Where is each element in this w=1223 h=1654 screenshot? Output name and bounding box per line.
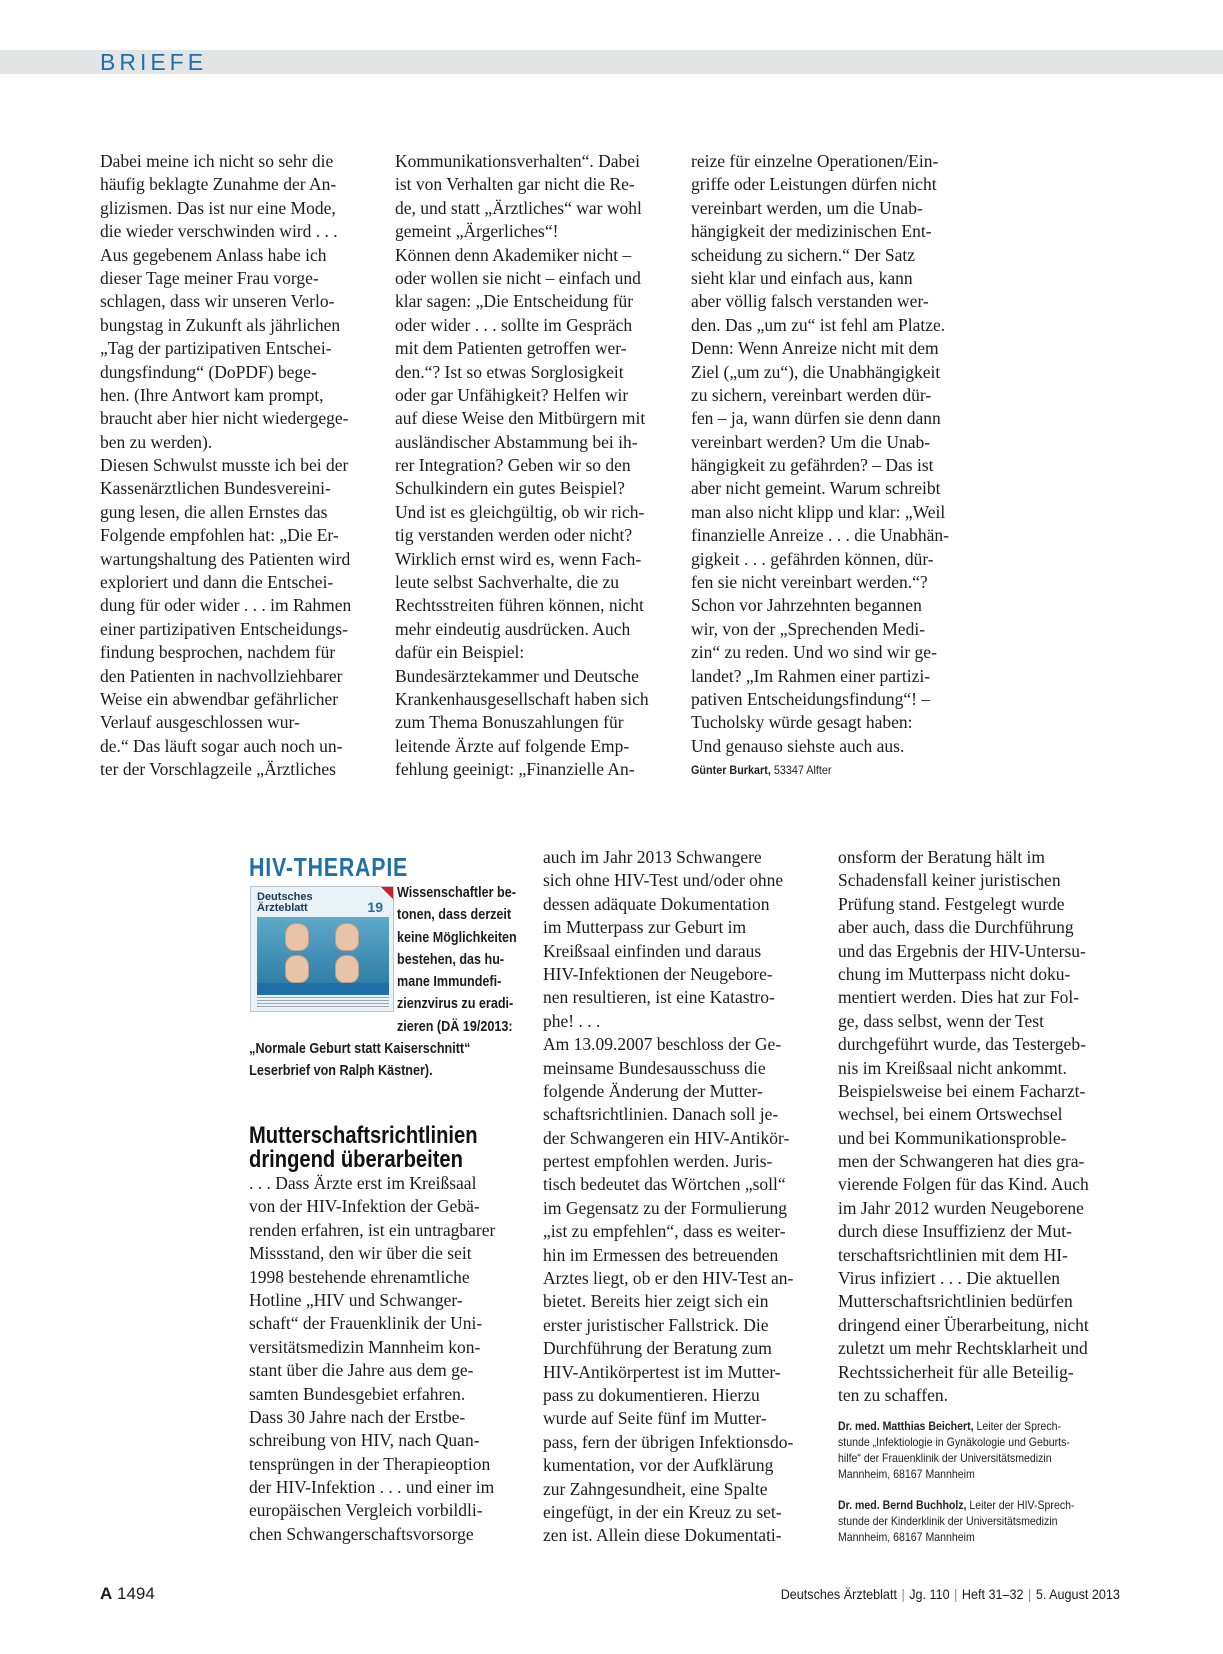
text-line: ten zu schaffen. — [838, 1384, 948, 1405]
text-line: zen ist. Allein diese Dokumentati- — [543, 1525, 782, 1546]
text-line: dieser Tage meiner Frau vorge- — [100, 267, 319, 288]
text-line: und bei Kommunikationsproble- — [838, 1127, 1067, 1148]
text-line: auch im Jahr 2013 Schwangere — [543, 847, 762, 867]
signature-name: Dr. med. Bernd Buchholz, — [838, 1498, 967, 1512]
text-line: Rechtsstreiten führen können, nicht — [395, 595, 644, 616]
text-line: fen – ja, wann dürfen sie denn dann — [691, 408, 941, 429]
text-line: wechsel, bei einem Ortswechsel — [838, 1104, 1063, 1125]
text-line: Rechtssicherheit für alle Beteilig- — [838, 1361, 1074, 1382]
text-line: Folgende empfohlen hat: „Die Er- — [100, 525, 339, 546]
cover-thumbnail — [250, 886, 394, 1012]
text-line: dung für oder wider . . . im Rahmen — [100, 595, 352, 616]
text-line: chung im Mutterpass nicht doku- — [838, 963, 1071, 984]
text-line: vierende Folgen für das Kind. Auch — [838, 1174, 1089, 1195]
text-line: Hotline „HIV und Schwanger- — [249, 1289, 463, 1310]
text-line: stant über die Jahre aus dem ge- — [249, 1360, 474, 1381]
text-line: eingefügt, in der ein Kreuz zu set- — [543, 1501, 782, 1522]
text-line: schaft“ der Frauenklinik der Uni- — [249, 1313, 483, 1334]
teaser-line: Wissenschaftler be- — [397, 884, 516, 901]
text-line: Beispielsweise bei einem Facharzt- — [838, 1080, 1086, 1101]
text-line: Arztes liegt, ob er den HIV-Test an- — [543, 1268, 794, 1289]
text-line: pass, fern der übrigen Infektionsdo- — [543, 1431, 794, 1452]
cover-title-line-2: Ärzteblatt — [257, 902, 308, 914]
text-line: men der Schwangeren hat dies gra- — [838, 1151, 1085, 1172]
text-line: versitätsmedizin Mannheim kon- — [249, 1336, 481, 1357]
text-line: den. Das „um zu“ ist fehl am Platze. — [691, 314, 946, 335]
text-line: vereinbart werden, um die Unab- — [691, 197, 923, 218]
cover-text-lines — [257, 997, 389, 1007]
text-line: bungstag in Zukunft als jährlichen — [100, 314, 341, 335]
text-line: findung besprochen, nachdem für — [100, 642, 336, 663]
text-line: vereinbart werden? Um die Unab- — [691, 431, 931, 452]
signature-line: Mannheim, 68167 Mannheim — [838, 1467, 975, 1481]
text-line: schreibung von HIV, nach Quan- — [249, 1430, 480, 1451]
text-line: rer Integration? Geben wir so den — [395, 455, 631, 476]
signature-line: hilfe“ der Frauenklinik der Universitätsmedizin — [838, 1451, 1052, 1465]
signature-name: Dr. med. Matthias Beichert, — [838, 1419, 974, 1433]
text-line: dungsfindung“ (DoPDF) bege- — [100, 361, 317, 382]
text-line: Dabei meine ich nicht so sehr die — [100, 151, 334, 171]
face-icon — [335, 955, 359, 983]
text-line: de, und statt „Ärztliches“ war wohl — [395, 197, 642, 218]
journal-footer — [781, 1586, 1120, 1602]
text-line: finanzielle Anreize . . . die Unabhän- — [691, 525, 950, 546]
letter1-column-1 — [100, 150, 351, 782]
text-line: zu sichern, vereinbart werden dür- — [691, 384, 932, 405]
text-line: Ziel („um zu“), die Unabhängigkeit — [691, 361, 941, 382]
letter1-column-2 — [395, 150, 649, 782]
text-line: Und ist es gleichgültig, ob wir rich- — [395, 501, 645, 522]
text-line: häufig beklagte Zunahme der An- — [100, 174, 337, 195]
text-line: im Mutterpass zur Geburt im — [543, 917, 747, 938]
text-line: „ist zu empfehlen“, dass es weiter- — [543, 1221, 786, 1242]
text-line: leute selbst Sachverhalte, die zu — [395, 572, 620, 593]
signature-place: 53347 Alfter — [770, 763, 832, 777]
text-line: aber auch, dass die Durchführung — [838, 917, 1074, 938]
text-line: glizismen. Das ist nur eine Mode, — [100, 197, 336, 218]
text-line: dessen adäquate Dokumentation — [543, 893, 770, 914]
text-line: aber völlig falsch verstanden wer- — [691, 291, 929, 312]
text-line: durch diese Insuffizienz der Mut- — [838, 1221, 1072, 1242]
text-line: hängigkeit der medizinischen Ent- — [691, 221, 932, 242]
text-line: im Jahr 2012 wurden Neugeborene — [838, 1197, 1084, 1218]
text-line: von der HIV-Infektion der Gebä- — [249, 1196, 480, 1217]
text-line: fen sie nicht vereinbart werden.“? — [691, 572, 928, 593]
text-line: kumentation, vor der Aufklärung — [543, 1455, 774, 1476]
text-line: samten Bundesgebiet erfahren. — [249, 1383, 466, 1404]
teaser-line: zieren (DÄ 19/2013: — [397, 1017, 513, 1035]
text-line: Missstand, den wir über die seit — [249, 1243, 472, 1264]
footer-divider: | — [901, 1586, 905, 1602]
text-line: . . . Dass Ärzte erst im Kreißsaal — [249, 1173, 477, 1193]
text-line: 1998 bestehende ehrenamtliche — [249, 1266, 470, 1287]
letter2-column-1 — [249, 1172, 495, 1546]
text-line: Können denn Akademiker nicht – — [395, 244, 632, 265]
letter2-signature-1 — [838, 1418, 1070, 1482]
text-line: wartungshaltung des Patienten wird — [100, 548, 351, 569]
teaser-line: „Normale Geburt statt Kaiserschnitt“ — [249, 1040, 471, 1058]
text-line: und das Ergebnis der HIV-Untersu- — [838, 940, 1086, 961]
letter2-column-3 — [838, 846, 1089, 1407]
kicker-hiv-therapie: HIV-THERAPIE — [249, 852, 409, 882]
journal-volume: Jg. 110 — [909, 1586, 950, 1602]
text-line: gemeint „Ärgerliches“! — [395, 221, 559, 242]
signature-role: Leiter der HIV-Sprech- — [966, 1498, 1075, 1512]
cover-photo — [257, 917, 389, 983]
footer-divider: | — [954, 1586, 958, 1602]
text-line: zuletzt um mehr Rechtsklarheit und — [838, 1338, 1088, 1359]
text-line: Kommunikationsverhalten“. Dabei — [395, 151, 640, 171]
text-line: braucht aber hier nicht wiedergege- — [100, 408, 349, 429]
text-line: ben zu werden). — [100, 431, 213, 452]
text-line: meinsame Bundesausschuss die — [543, 1057, 766, 1078]
teaser-line: keine Möglichkeiten — [397, 928, 517, 946]
text-line: Kassenärztlichen Bundesvereini- — [100, 478, 331, 499]
text-line: oder gar Unfähigkeit? Helfen wir — [395, 384, 629, 405]
text-line: leitende Ärzte auf folgende Emp- — [395, 735, 630, 756]
face-icon — [285, 923, 309, 951]
text-line: tisch bedeutet das Wörtchen „soll“ — [543, 1174, 786, 1195]
text-line: nis im Kreißsaal nicht ankommt. — [838, 1057, 1067, 1078]
text-line: der HIV-Infektion . . . und einer im — [249, 1477, 495, 1498]
teaser-line: bestehen, das hu- — [397, 950, 505, 968]
text-line: ge, dass selbst, wenn der Test — [838, 1010, 1044, 1031]
text-line: mehr eindeutig ausdrücken. Auch — [395, 618, 631, 639]
footer-divider: | — [1028, 1586, 1032, 1602]
text-line: Kreißsaal einfinden und daraus — [543, 940, 762, 961]
text-line: der Schwangeren ein HIV-Antikör- — [543, 1127, 790, 1148]
text-line: sieht klar und einfach aus, kann — [691, 267, 913, 288]
text-line: tig verstanden werden oder nicht? — [395, 525, 633, 546]
text-line: Denn: Wenn Anreize nicht mit dem — [691, 338, 939, 359]
teaser-line: zienzvirus zu eradi- — [397, 995, 514, 1013]
text-line: Aus gegebenem Anlass habe ich — [100, 244, 327, 265]
text-line: landet? „Im Rahmen einer partizi- — [691, 665, 931, 686]
journal-issue: Heft 31–32 — [961, 1586, 1024, 1602]
text-line: Durchführung der Beratung zum — [543, 1338, 772, 1359]
text-line: ist von Verhalten gar nicht die Re- — [395, 174, 635, 195]
text-line: folgende Änderung der Mutter- — [543, 1080, 763, 1101]
signature-line — [838, 1418, 1070, 1434]
journal-date: 5. August 2013 — [1035, 1586, 1120, 1602]
text-line: wir, von der „Sprechenden Medi- — [691, 618, 926, 639]
section-label: BRIEFE — [100, 49, 208, 75]
text-line: griffe oder Leistungen dürfen nicht — [691, 174, 937, 195]
text-line: zur Zahngesundheit, eine Spalte — [543, 1478, 768, 1499]
text-line: bietet. Bereits hier zeigt sich ein — [543, 1291, 769, 1312]
text-line: durchgeführt wurde, das Testergeb- — [838, 1034, 1086, 1055]
text-line: dafür ein Beispiel: — [395, 642, 525, 663]
signature-name: Günter Burkart, — [691, 763, 771, 777]
text-line: nen resultieren, ist eine Katastro- — [543, 987, 775, 1008]
headline-line-1: Mutterschaftsrichtlinien — [249, 1122, 478, 1149]
text-line: Dass 30 Jahre nach der Erstbe- — [249, 1406, 466, 1427]
headline-line-2: dringend überarbeiten — [249, 1146, 463, 1173]
text-line: Verlauf ausgeschlossen wur- — [100, 712, 300, 733]
text-line: aber nicht gemeint. Warum schreibt — [691, 478, 941, 499]
teaser-line: Leserbrief von Ralph Kästner). — [249, 1062, 433, 1080]
cover-corner-flag — [381, 887, 393, 899]
text-line: ausländischer Abstammung bei ih- — [395, 431, 638, 452]
text-line: hen. (Ihre Antwort kam prompt, — [100, 384, 324, 405]
signature-line: Mannheim, 68167 Mannheim — [838, 1530, 975, 1544]
text-line: hängigkeit zu gefährden? – Das ist — [691, 455, 934, 476]
text-line: HIV-Antikörpertest ist im Mutter- — [543, 1361, 781, 1382]
text-line: Diesen Schwulst musste ich bei der — [100, 455, 349, 476]
text-line: pertest empfohlen werden. Juris- — [543, 1151, 773, 1172]
text-line: HIV-Infektionen der Neugebore- — [543, 963, 773, 984]
text-line: zin“ zu reden. Und wo sind wir ge- — [691, 642, 937, 663]
text-line: exploriert und dann die Entschei- — [100, 572, 334, 593]
text-line: oder wollen sie nicht – einfach und — [395, 267, 641, 288]
cover-title — [257, 892, 313, 914]
text-line: Prüfung stand. Festgelegt wurde — [838, 893, 1065, 914]
text-line: pativen Entscheidungsfindung“! – — [691, 688, 931, 709]
text-line: gigkeit . . . gefährden können, dür- — [691, 548, 934, 569]
signature-line — [838, 1497, 1074, 1513]
letter1-column-3 — [691, 150, 949, 758]
teaser-line: tonen, dass derzeit — [397, 906, 512, 924]
text-line: Am 13.09.2007 beschloss der Ge- — [543, 1034, 782, 1055]
text-line: chen Schwangerschaftsvorsorge — [249, 1523, 474, 1544]
text-line: schlagen, dass wir unseren Verlo- — [100, 291, 335, 312]
text-line: phe! . . . — [543, 1010, 601, 1031]
text-line: auf diese Weise den Mitbürgern mit — [395, 408, 646, 429]
text-line: Schulkindern ein gutes Beispiel? — [395, 478, 625, 499]
teaser-line: mane Immundefi- — [397, 973, 502, 991]
signature-line: stunde „Infektiologie in Gynäkologie und Geburts- — [838, 1435, 1070, 1449]
text-line: gung lesen, die allen Ernstes das — [100, 501, 328, 522]
text-line: ter der Vorschlagzeile „Ärztliches — [100, 759, 336, 780]
text-line: den Patienten in nachvollziehbarer — [100, 665, 343, 686]
text-line: mentiert werden. Dies hat zur Fol- — [838, 987, 1080, 1008]
text-line: Wirklich ernst wird es, wenn Fach- — [395, 548, 642, 569]
text-line: pass zu dokumentieren. Hierzu — [543, 1384, 760, 1405]
cover-title-line-1: Deutsches — [257, 891, 313, 903]
text-line: europäischen Vergleich vorbildli- — [249, 1500, 483, 1521]
text-line: terschaftsrichtlinien mit dem HI- — [838, 1244, 1068, 1265]
text-line: „Tag der partizipativen Entschei- — [100, 338, 332, 359]
text-line: wurde auf Seite fünf im Mutter- — [543, 1408, 767, 1429]
text-line: Tucholsky würde gesagt haben: — [691, 712, 913, 733]
letter2-signature-2 — [838, 1497, 1074, 1545]
text-line: Virus infiziert . . . Die aktuellen — [838, 1268, 1061, 1289]
text-line: einer partizipativen Entscheidungs- — [100, 618, 348, 639]
signature-role: Leiter der Sprech- — [973, 1419, 1062, 1433]
text-line: Krankenhausgesellschaft haben sich — [395, 688, 649, 709]
text-line: onsform der Beratung hält im — [838, 847, 1046, 867]
page-number-value: 1494 — [112, 1584, 155, 1603]
text-line: erster juristischer Fallstrick. Die — [543, 1314, 769, 1335]
text-line: reize für einzelne Operationen/Ein- — [691, 151, 939, 171]
text-line: dringend einer Überarbeitung, nicht — [838, 1314, 1089, 1335]
text-line: sich ohne HIV-Test und/oder ohne — [543, 870, 784, 891]
text-line: renden erfahren, ist ein untragbarer — [249, 1219, 496, 1240]
text-line: Bundesärztekammer und Deutsche — [395, 665, 639, 686]
text-line: fehlung geeinigt: „Finanzielle An- — [395, 759, 635, 780]
text-line: klar sagen: „Die Entscheidung für — [395, 291, 634, 312]
signature-line: stunde der Kinderklinik der Universitätsmedizin — [838, 1514, 1058, 1528]
text-line: scheidung zu sichern.“ Der Satz — [691, 244, 916, 265]
text-line: Schadensfall keiner juristischen — [838, 870, 1061, 891]
cover-issue-number: 19 — [367, 899, 383, 915]
text-line: den.“? Ist so etwas Sorglosigkeit — [395, 361, 624, 382]
text-line: zum Thema Bonuszahlungen für — [395, 712, 624, 733]
cover-band — [257, 983, 389, 995]
face-icon — [335, 923, 359, 951]
text-line: hin im Ermessen des betreuenden — [543, 1244, 779, 1265]
page-number — [100, 1584, 155, 1604]
text-line: schaftsrichtlinien. Danach soll je- — [543, 1104, 779, 1125]
text-line: mit dem Patienten getroffen wer- — [395, 338, 627, 359]
text-line: oder wider . . . sollte im Gespräch — [395, 314, 633, 335]
text-line: Und genauso siehste auch aus. — [691, 735, 905, 756]
text-line: tensprüngen in der Therapieoption — [249, 1453, 491, 1474]
text-line: die wieder verschwinden wird . . . — [100, 221, 338, 242]
text-line: im Gegensatz zu der Formulierung — [543, 1197, 787, 1218]
text-line: Weise ein abwendbar gefährlicher — [100, 688, 339, 709]
text-line: man also nicht klipp und klar: „Weil — [691, 501, 946, 522]
text-line: de.“ Das läuft sogar auch noch un- — [100, 735, 343, 756]
letter1-signature — [691, 762, 831, 778]
face-icon — [285, 955, 309, 983]
letter2-column-2 — [543, 846, 793, 1548]
letter2-headline — [249, 1124, 478, 1172]
page-prefix: A — [100, 1584, 113, 1603]
text-line: Mutterschaftsrichtlinien bedürfen — [838, 1291, 1073, 1312]
journal-name: Deutsches Ärzteblatt — [780, 1586, 898, 1602]
text-line: Schon vor Jahrzehnten begannen — [691, 595, 922, 616]
